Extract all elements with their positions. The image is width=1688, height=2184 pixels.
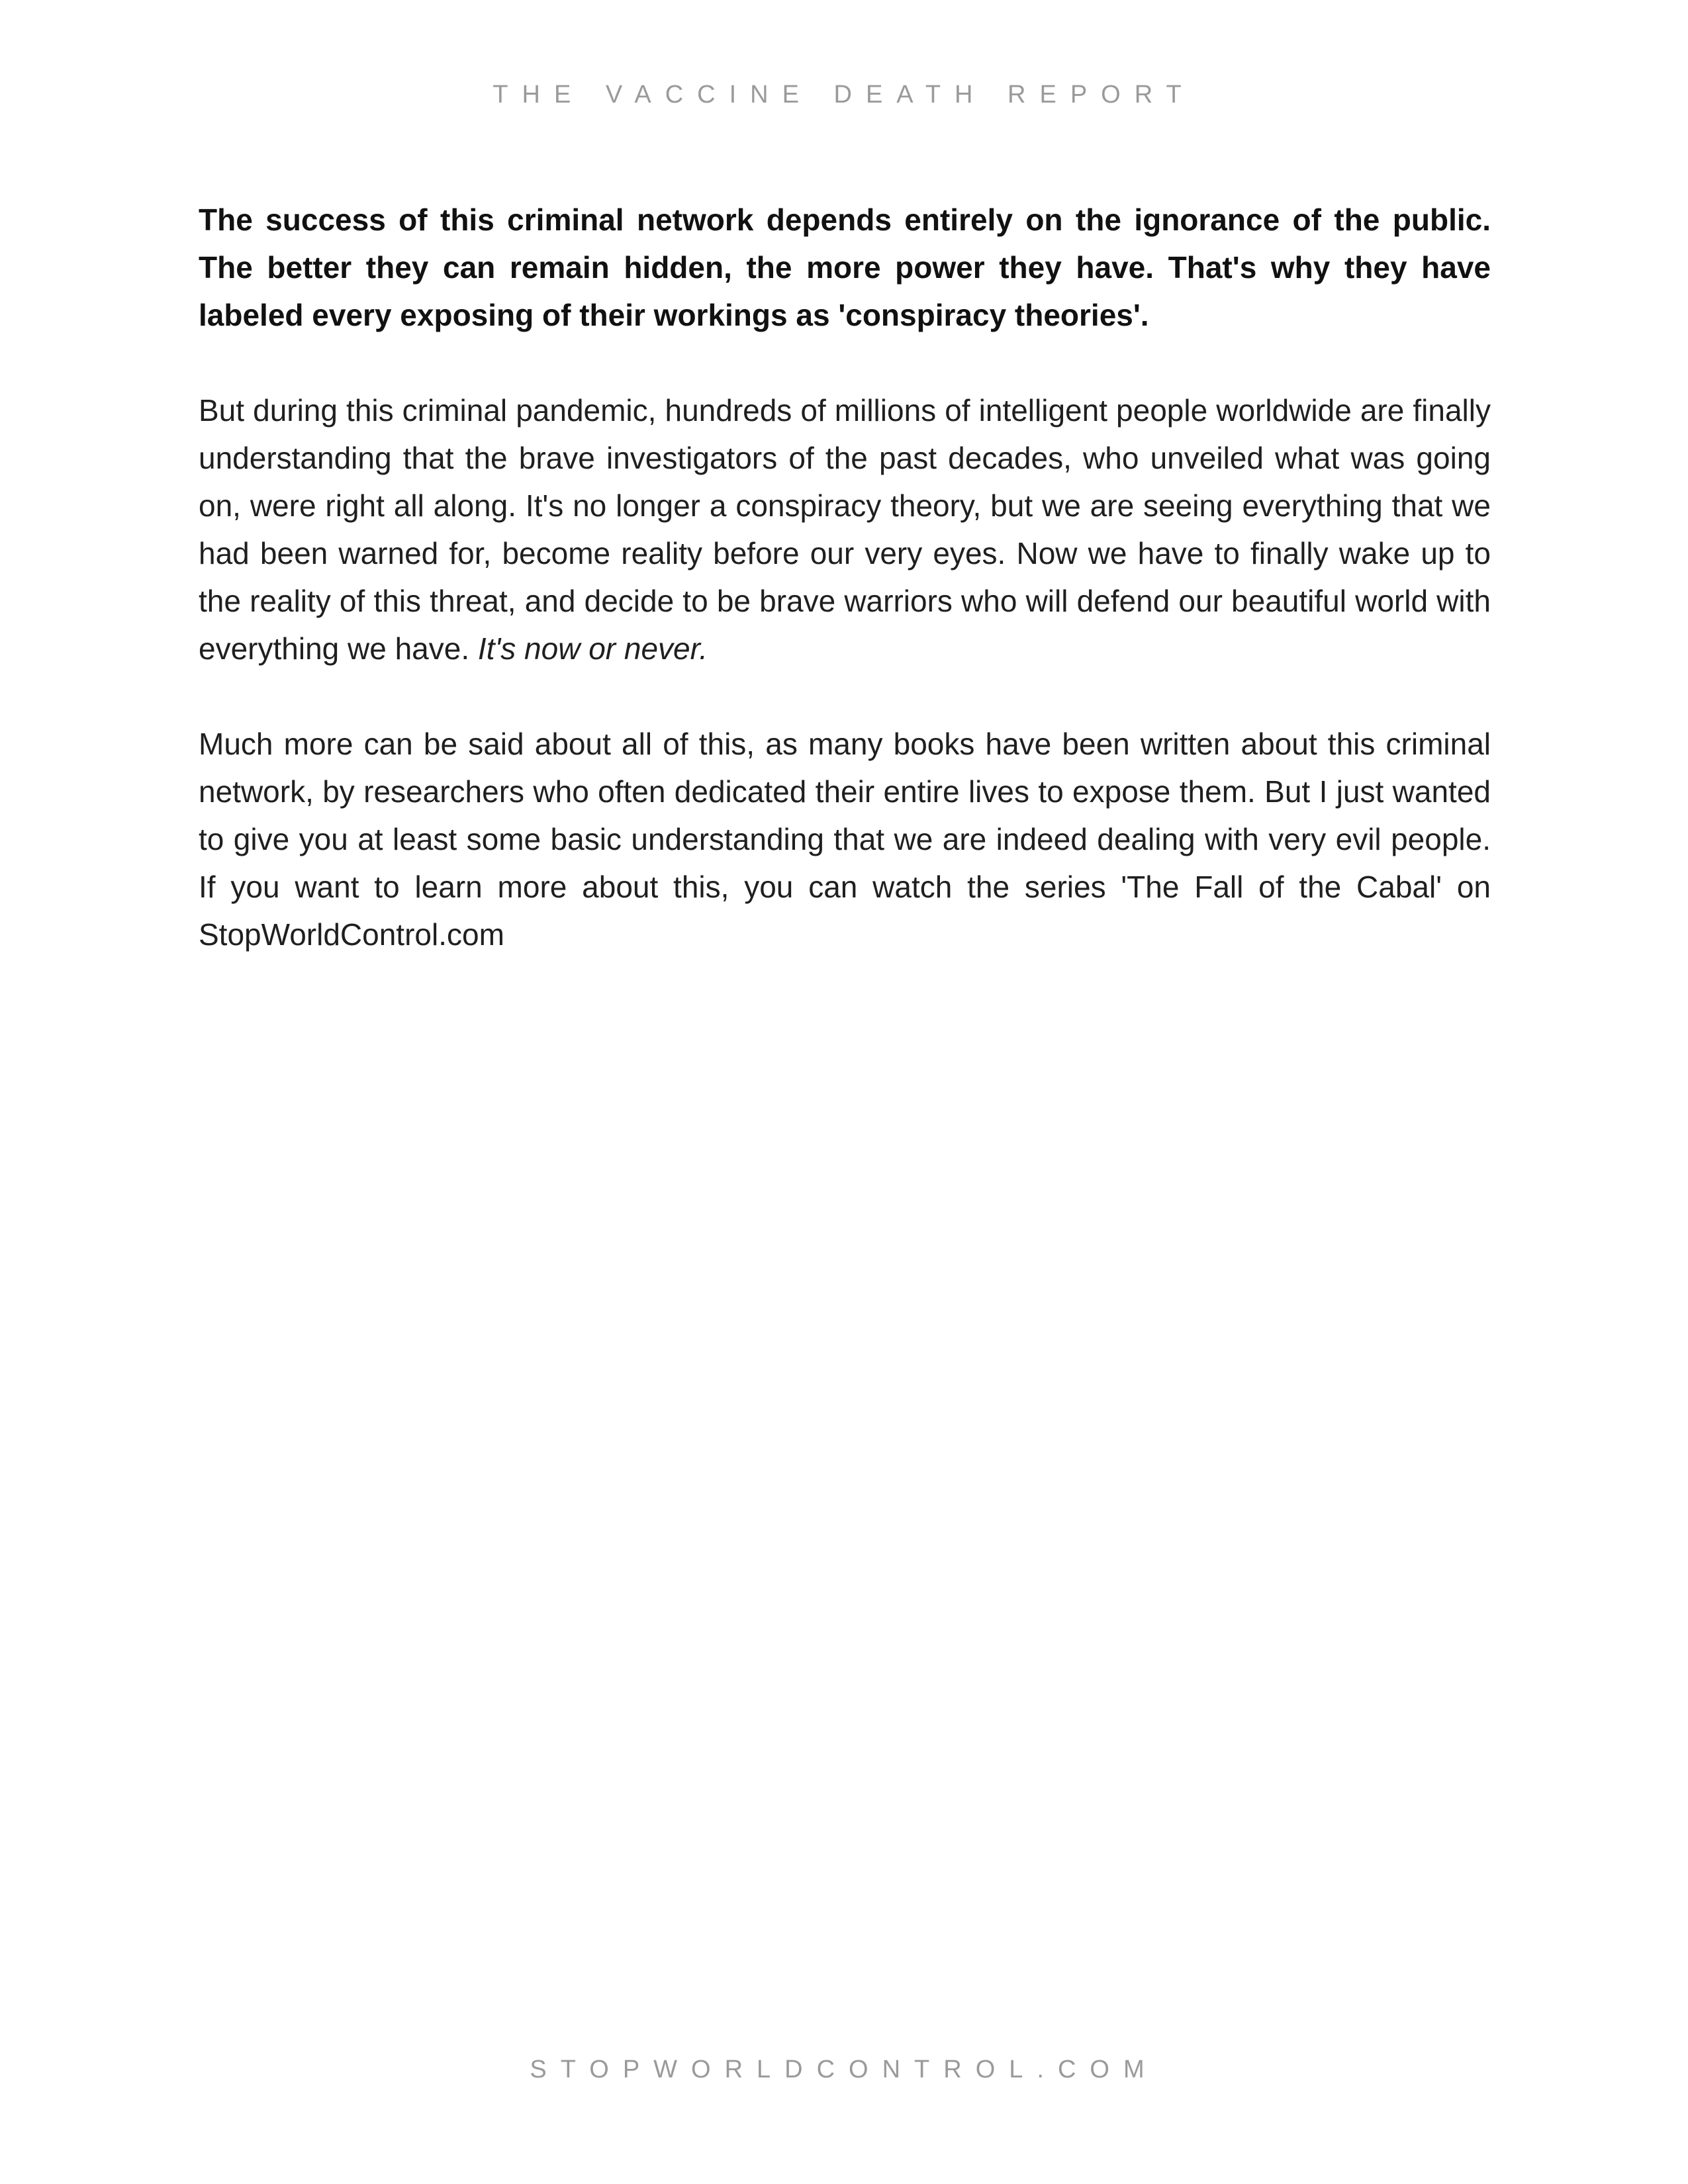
body-paragraph-2-text: But during this criminal pandemic, hundreds of millions of intelligent people worldwide are finally understanding that the brave investigators of the past decades, who unveiled what was going on, were right all along. It's no longer a conspiracy theory, but we are seeing everything that we had been warned for, become reality before our very eyes. Now we have to finally wake up to the reality of this threat, and decide to be brave warriors who will defend our beautiful world with everything we have. [199,393,1491,666]
document-body [199,196,1491,1006]
running-header-title: THE VACCINE DEATH REPORT [492,81,1196,109]
lead-paragraph: The success of this criminal network depends entirely on the ignorance of the public. The better they can remain hidden, the more power they have. That's why they have labeled every exposing of their workings as 'conspiracy theories'. [199,203,1491,332]
body-paragraph-2-emphasis: It's now or never. [477,631,708,666]
body-paragraph-3: Much more can be said about all of this, as many books have been written about this criminal network, by researchers who often dedicated their entire lives to expose them. But I just wanted to give you at least some basic understanding that we are indeed dealing with very evil people. If you want to learn more about this, you can watch the series 'The Fall of the Cabal' on StopWorldControl.com [199,727,1491,952]
body-paragraph-2 [199,387,1491,672]
running-footer-site: STOPWORLDCONTROL.COM [530,2056,1158,2083]
